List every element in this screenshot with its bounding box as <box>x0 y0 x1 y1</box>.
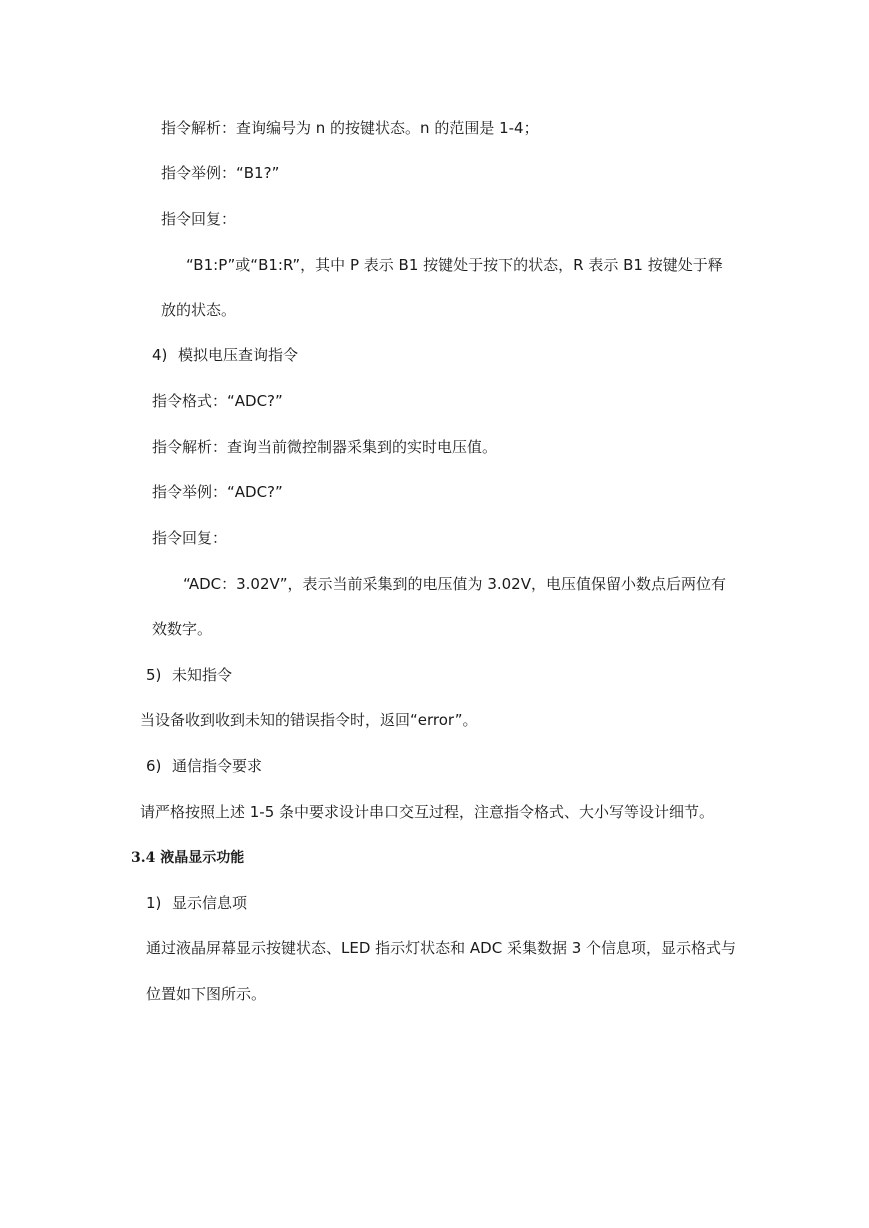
list-item-heading <box>152 345 298 365</box>
text-line: 指令回复： <box>161 210 237 228</box>
list-number: 5) <box>146 666 162 684</box>
text-line: 指令举例：“B1?” <box>161 164 280 182</box>
text-line: 当设备收到收到未知的错误指令时，返回“error”。 <box>140 711 478 729</box>
text-line: 请严格按照上述 1-5 条中要求设计串口交互过程，注意指令格式、大小写等设计细节。 <box>140 803 715 821</box>
list-item-heading <box>146 893 247 913</box>
text-line: 指令回复： <box>152 529 228 547</box>
text-line: 指令解析：查询编号为 n 的按键状态。n 的范围是 1-4； <box>161 119 539 137</box>
list-number: 1) <box>146 894 162 912</box>
text-line: 位置如下图所示。 <box>146 985 267 1003</box>
list-item-label: 未知指令 <box>172 666 233 684</box>
text-line: 通过液晶屏幕显示按键状态、LED 指示灯状态和 ADC 采集数据 3 个信息项，显示格式与 <box>146 939 737 957</box>
list-item-heading <box>146 665 232 685</box>
list-item-label: 显示信息项 <box>172 894 248 912</box>
text-line: 指令格式：“ADC?” <box>152 392 283 410</box>
list-item-label: 通信指令要求 <box>172 757 263 775</box>
section-heading: 3.4 液晶显示功能 <box>131 850 245 866</box>
text-line: “ADC：3.02V”，表示当前采集到的电压值为 3.02V，电压值保留小数点后两位有 <box>183 575 726 593</box>
text-line: 放的状态。 <box>161 301 237 319</box>
list-number: 4) <box>152 346 168 364</box>
text-line: 指令解析：查询当前微控制器采集到的实时电压值。 <box>152 438 498 456</box>
list-item-label: 模拟电压查询指令 <box>178 346 299 364</box>
text-line: “B1:P”或“B1:R”，其中 P 表示 B1 按键处于按下的状态，R 表示 B1 按键处于释 <box>186 256 723 274</box>
text-line: 效数字。 <box>152 620 213 638</box>
text-line: 指令举例：“ADC?” <box>152 483 283 501</box>
list-item-heading <box>146 756 262 776</box>
list-number: 6) <box>146 757 162 775</box>
